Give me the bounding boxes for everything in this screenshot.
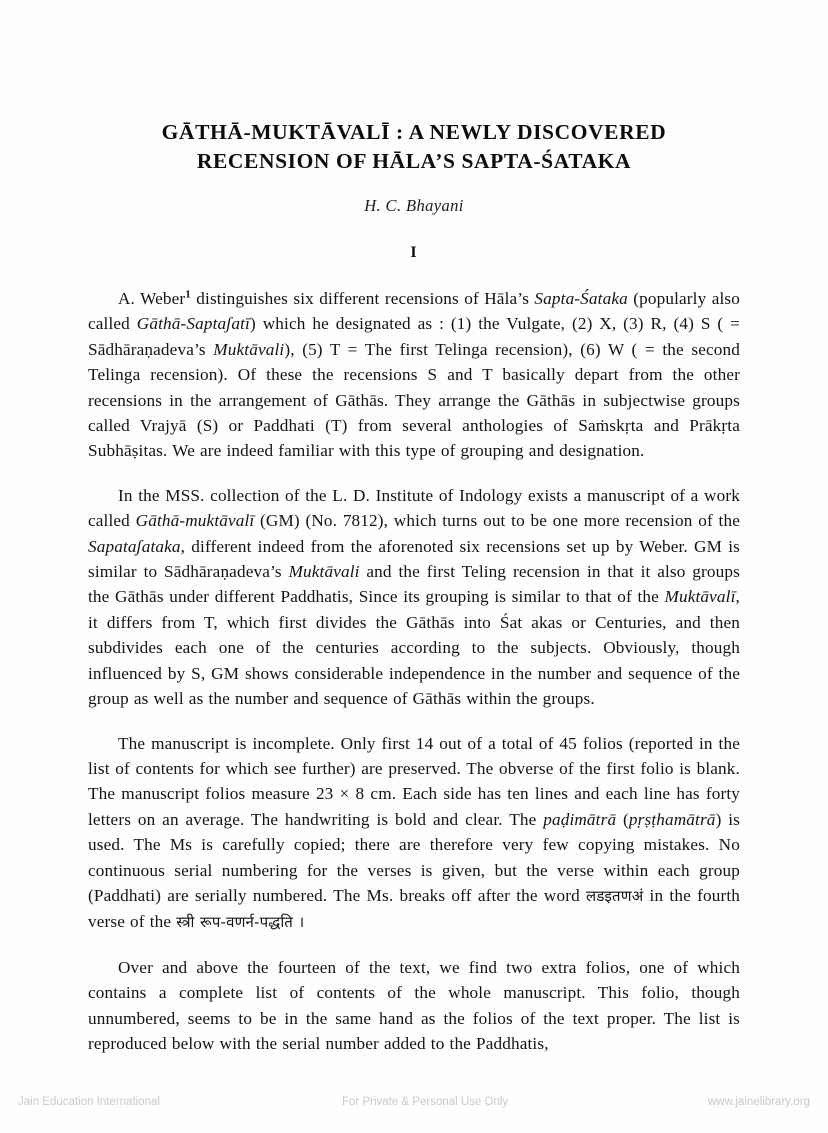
section-numeral: I bbox=[410, 244, 418, 261]
p3-text-c: ) is used. The Ms is carefully copied; there are therefore very few copying mistakes. No continuous serial numbering for the verses is given, but the verse within each group (Paddhati) are serially numbered. The Ms. breaks off after the word bbox=[88, 809, 741, 905]
page-content bbox=[88, 0, 740, 1056]
p2-italic-muktavali-2: Muktāvalī bbox=[664, 587, 736, 607]
footer-right-link[interactable]: www.jainelibrary.org bbox=[707, 1096, 810, 1108]
p4-text: Over and above the fourteen of the text, we find two extra folios, one of which contains a complete list of contents of the whole manuscript. This folio, though unnumbered, seems to be in the same hand as the folios of the text proper. The list is reproduced below with the serial number added to the Paddhatis, bbox=[88, 957, 740, 1053]
devanagari-paddhati: पद्धति । bbox=[259, 913, 305, 932]
p1-text-a: A. Weber bbox=[118, 289, 186, 308]
title-line-2: RECENSION OF HĀLA’S SAPTA-ŚATAKA bbox=[196, 149, 632, 173]
p2-text-d: and the first Teling recension in that it also groups the Gāthās under different Paddhatis, Since its grouping is similar to that of the bbox=[88, 562, 740, 607]
title-line-1: GĀTHĀ-MUKTĀVALĪ : A NEWLY DISCOVERED bbox=[161, 120, 667, 144]
p2-italic-gatha-muktavali: Gāthā-muktāvalī bbox=[135, 511, 255, 531]
p2-text-a: In the MSS. collection of the L. D. Institute of Indology exists a manuscript of a work called bbox=[88, 485, 740, 531]
page-title bbox=[88, 118, 740, 176]
p1-italic-muktavali: Muktāvali bbox=[213, 339, 285, 359]
footer-left-text: Jain Education International bbox=[18, 1096, 160, 1108]
p3-text-d: in the fourth verse of the bbox=[88, 885, 740, 932]
p2-italic-muktavali: Muktāvali bbox=[288, 562, 360, 582]
devanagari-word-ladaitanam: लडइतणअं bbox=[586, 886, 644, 905]
p2-text-e: , it differs from T, which first divides the Gāthās into Śat akas or Centuries, and then subdivides each one of the centuries according to the subjects. Obviously, though influenced by S, GM shows considerable independence in the number and sequence of the group as well as the number and sequence of Gāthās within the groups. bbox=[88, 587, 740, 709]
paragraph-3 bbox=[88, 731, 740, 936]
p1-text-c: (popularly also called bbox=[88, 289, 740, 334]
devanagari-stri-rupa-varnana: स्त्री रूप-वणर्न- bbox=[176, 913, 260, 932]
p1-text-e: ), (5) T = The first Telinga recension), (6) W ( = the second Telinga recension). Of these the recensions S and T basically depart from the other recensions in the arrangement of Gāthās. They arrange the Gāthās in subjectwise groups called Vrajyā (S) or Paddhati (T) from several anthologies of Saṁskṛta and Prākṛta Subhāṣitas. We are indeed familiar with this type of grouping and designation. bbox=[88, 339, 740, 461]
author-byline: H. C. Bhayani bbox=[364, 196, 464, 215]
paragraph-2 bbox=[88, 483, 740, 712]
p3-text-b: ( bbox=[616, 809, 629, 829]
paragraph-4 bbox=[88, 955, 740, 1057]
p2-text-c: , different indeed from the aforenoted six recensions set up by Weber. GM is similar to Sādhāraṇadeva’s bbox=[88, 536, 740, 582]
p3-text-a: The manuscript is incomplete. Only first 14 out of a total of 45 folios (reported in the list of contents for which see further) are preserved. The obverse of the first folio is blank. The manuscript folios measure 23 × 8 cm. Each side has ten lines and each line has forty letters on an average. The handwriting is bold and clear. The bbox=[88, 733, 740, 829]
p1-italic-sapta-sataka: Sapta-Śataka bbox=[534, 289, 628, 308]
p2-text-b: (GM) (No. 7812), which turns out to be one more recension of the bbox=[254, 511, 740, 531]
p1-text-b: distinguishes six different recensions of Hāla’s bbox=[190, 289, 535, 308]
footer-center-text: For Private & Personal Use Only bbox=[342, 1096, 509, 1108]
p1-italic-gatha-saptasati: Gāthā-Saptaʃatī bbox=[136, 314, 250, 334]
p2-italic-sapatasataka: Sapataʃataka bbox=[88, 536, 181, 556]
p3-italic-padimatra: paḍimātrā bbox=[543, 809, 617, 829]
paragraph-1 bbox=[88, 286, 740, 464]
footnote-marker: 1 bbox=[185, 288, 191, 301]
p1-text-d: ) which he designated as : (1) the Vulgate, (2) X, (3) R, (4) S ( = Sādhāraṇadeva’s bbox=[88, 314, 740, 359]
p3-italic-prsthamatra: pṛṣṭhamātrā bbox=[628, 809, 716, 829]
page-footer bbox=[0, 1096, 828, 1120]
